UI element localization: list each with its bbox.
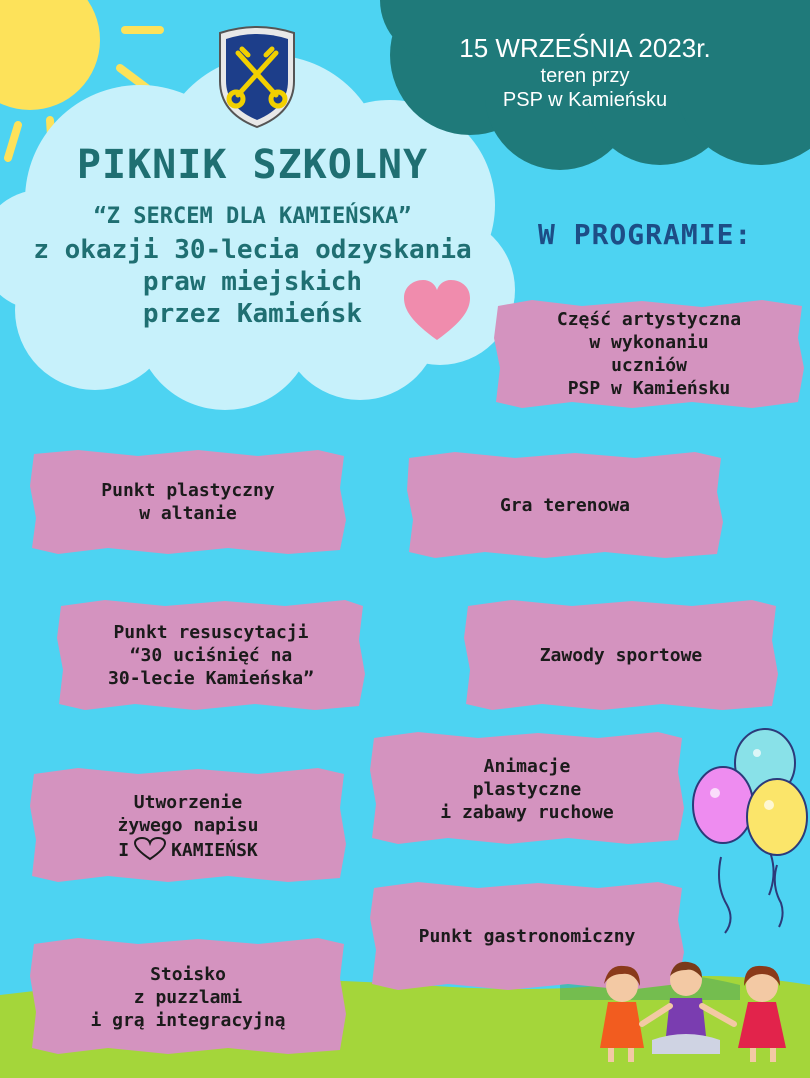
program-item-art-point [28,448,348,556]
occasion-line-3: przez Kamieńsk [142,299,363,329]
item-line: PSP w Kamieńsku [567,378,731,399]
heart-outline-icon [133,837,167,861]
living-sign-i: I [118,839,130,861]
i-love-kamiensk [118,837,259,862]
children-illustration [594,958,794,1068]
poster-title: PIKNIK SZKOLNY [76,142,429,188]
venue-line-2: PSP w Kamieńsku [502,89,668,111]
item-line: uczniów [611,355,687,376]
item-line: Stoisko [150,963,226,985]
item-line: Punkt resuscytacji [113,622,309,643]
item-line: Utworzenie [133,791,243,813]
item-line: żywego napisu [117,814,259,836]
event-date-venue [420,32,750,112]
program-item-sports [462,598,780,713]
event-date: 15 WRZEŚNIA 2023r. [459,33,711,63]
program-item-artistic [492,298,806,410]
heart-icon [404,280,470,342]
living-sign-town: KAMIEŃSK [171,839,258,861]
item-line: Zawody sportowe [539,645,703,666]
program-item-animations [368,730,686,848]
program-heading: W PROGRAMIE: [538,218,753,251]
coat-of-arms-icon [212,25,302,129]
item-line: Część artystyczna [556,309,742,330]
occasion-line-2: praw miejskich [142,267,363,297]
item-line: i grą integracyjną [90,1009,286,1031]
program-item-living-sign [28,766,348,886]
item-line: w wykonaniu [589,332,709,353]
item-line: 30-lecie Kamieńska” [108,668,314,689]
program-item-puzzles [28,936,348,1058]
item-line: “30 uciśnięć na [129,645,293,666]
item-line: z puzzlami [133,986,243,1008]
item-line: w altanie [139,503,237,524]
poster-subtitle: “Z SERCEM DLA KAMIEŃSKA” [93,204,412,229]
program-item-cpr [55,598,367,713]
program-item-field-game [405,450,725,560]
venue-line-1: teren przy [540,65,630,87]
item-line: Punkt plastyczny [101,480,275,501]
balloons-icon [685,715,810,935]
item-line: Gra terenowa [499,494,631,516]
item-line: Punkt gastronomiczny [418,925,636,947]
occasion-line-1: z okazji 30-lecia odzyskania [33,235,472,265]
item-line: Animacje [483,755,571,777]
item-line: i zabawy ruchowe [440,801,614,823]
item-line: plastyczne [472,778,582,800]
